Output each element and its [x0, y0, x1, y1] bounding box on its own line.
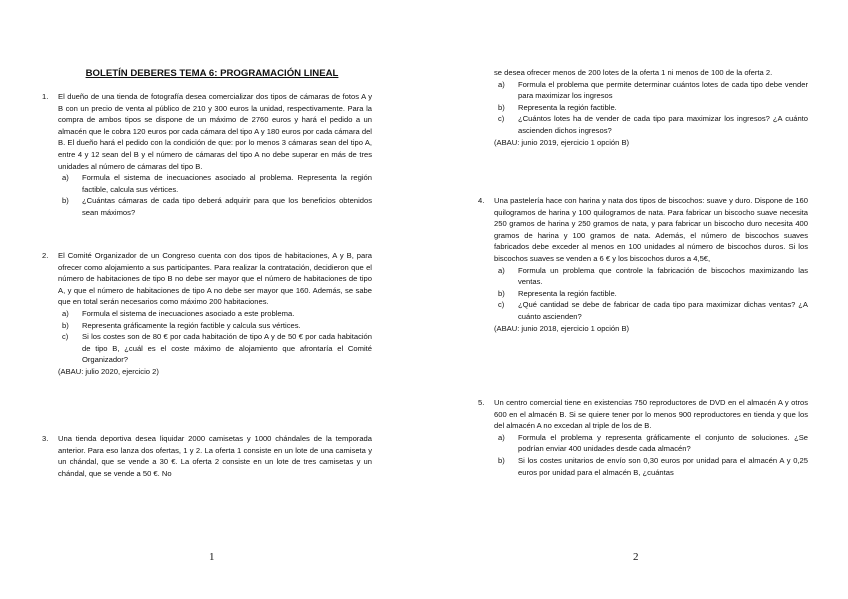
- subquestion-text: ¿Qué cantidad se debe de fabricar de cada tipo para maximizar dichas ventas? ¿A cuánto ascienden?: [518, 300, 808, 321]
- question-3-continued: [478, 67, 808, 148]
- question-text: Una tienda deportiva desea liquidar 2000 camisetas y 1000 chándales de la temporada anterior. Para eso lanza dos ofertas, 1 y 2. La oferta 1 consiste en un lote de una camiseta y un chándal, que se vende a 30 €. La oferta 2 consiste en un lote de tres camisetas y un chándal, que se vende a 50 €. No: [58, 434, 372, 478]
- page-title: BOLETÍN DEBERES TEMA 6: PROGRAMACIÓN LINEAL: [85, 68, 339, 79]
- question-5: [478, 397, 808, 478]
- subquestion: [498, 113, 808, 136]
- subquestion-label: c): [62, 332, 69, 342]
- subquestion-label: a): [62, 173, 69, 183]
- exam-source: (ABAU: julio 2020, ejercicio 2): [58, 366, 159, 376]
- exam-source: (ABAU: junio 2019, ejercicio 1 opción B): [494, 137, 630, 147]
- subquestion: [498, 265, 808, 288]
- question-number: 2.: [42, 251, 49, 260]
- subquestion-label: b): [498, 288, 505, 298]
- subquestion-label: b): [62, 196, 69, 206]
- subquestion-text: Formula el problema que permite determinar cuántos lotes de cada tipo debe vender para maximizar los ingresos: [518, 79, 808, 101]
- subquestion-label: a): [498, 79, 505, 89]
- question-1: [42, 91, 372, 219]
- subquestion-label: b): [498, 102, 505, 112]
- subquestion-label: a): [62, 308, 69, 318]
- subquestion-text: Formula el problema y representa gráficamente el conjunto de soluciones. ¿Se podrían enviar 400 unidades desde cada almacén?: [518, 432, 808, 454]
- subquestion-text: Representa la región factible.: [518, 288, 617, 298]
- question-number: 1.: [42, 92, 49, 101]
- subquestion: [498, 102, 808, 114]
- subquestion: [498, 455, 808, 478]
- page-number-left: 1: [209, 551, 215, 563]
- subquestion: [62, 308, 372, 320]
- subquestion: [498, 299, 808, 322]
- subquestion-label: b): [62, 320, 69, 330]
- question-4: [478, 195, 808, 334]
- question-number: 5.: [478, 398, 485, 407]
- subquestion-text: ¿Cuántos lotes ha de vender de cada tipo para maximizar los ingresos? ¿A cuánto ascienden dichos ingresos?: [518, 114, 808, 135]
- subquestion-label: c): [498, 300, 505, 310]
- subquestion: [62, 172, 372, 195]
- exam-source: (ABAU: junio 2018, ejercicio 1 opción B): [494, 323, 630, 333]
- page-number-right: 2: [633, 551, 639, 563]
- subquestion-text: Formula un problema que controle la fabricación de biscochos maximizando las ventas.: [518, 265, 808, 287]
- subquestion: [62, 320, 372, 332]
- subquestion-label: b): [498, 455, 505, 465]
- subquestion-text: Formula el sistema de inecuaciones asociado al problema. Representa la región factible, calcula sus vértices.: [82, 173, 372, 194]
- question-text-continued: se desea ofrecer menos de 200 lotes de la oferta 1 ni menos de 100 de la oferta 2.: [494, 68, 773, 77]
- question-text: Una pastelería hace con harina y nata dos tipos de biscochos: suave y duro. Dispone de 160 quilogramos de harina y 100 quilogramos de nata. Para fabricar un biscocho suave necesita 250 gramos de harina y 250 gramos de nata, y para fabricar un biscocho duro necesita 400 gramos de harina y 100 gramos de nata. Además, el número de biscochos suaves fabricados debe exceder al menos en 100 unidades al número de biscochos duros. Si los biscochos suaves se venden a 6 € y los biscochos duros a 4,5€,: [494, 196, 808, 263]
- subquestion-text: Representa gráficamente la región factible y calcula sus vértices.: [82, 320, 301, 330]
- subquestion-text: Representa la región factible.: [518, 102, 617, 112]
- question-number: 3.: [42, 434, 49, 443]
- question-text: El Comité Organizador de un Congreso cuenta con dos tipos de habitaciones, A y B, para ofrecer como alojamiento a sus participantes. Para realizar la contratación, decidieron que el número de habitaciones de tipo B no debe ser mayor que el número de habitaciones de tipo A, y que el número de habitaciones de tipo A no debe ser mayor que 160. Además, se sabe que en total serán necesarios como máximo 200 habitaciones.: [58, 251, 372, 307]
- subquestion-label: c): [498, 114, 505, 124]
- question-text: Un centro comercial tiene en existencias 750 reproductores de DVD en el almacén A y otros 600 en el almacén B. Si se quiere tener por lo menos 900 reproductores en tienda y que los del almacén A no excedan al triple de los de B.: [494, 398, 808, 431]
- question-text: El dueño de una tienda de fotografía desea comercializar dos tipos de cámaras de fotos A y B con un precio de venta al público de 210 y 300 euros la unidad, respectivamente. Para la compra de ambos tipos se dispone de un máximo de 2760 euros y hará el pedido a un almacén que le cobra 120 euros por cada cámara del tipo A y 180 euros por cada cámara del B. El dueño hará el pedido con la condición de que: por lo menos 3 cámaras sean del tipo A, entre 4 y 12 sean del B y el número de cámaras del tipo A no debe superar en más de tres unidades al número de cámaras del tipo B.: [58, 92, 372, 171]
- subquestion-text: Si los costes unitarios de envío son 0,30 euros por unidad para el almacén A y 0,25 euros por unidad para el almacén B, ¿cuántas: [518, 455, 808, 477]
- subquestion-label: a): [498, 432, 505, 442]
- subquestion: [498, 79, 808, 102]
- subquestion-text: ¿Cuántas cámaras de cada tipo deberá adquirir para que los beneficios obtenidos sean máximos?: [82, 196, 372, 217]
- question-2: [42, 250, 372, 378]
- question-3: [42, 433, 372, 479]
- subquestion-text: Si los costes son de 80 € por cada habitación de tipo A y de 50 € por cada habitación de tipo B, ¿cuál es el coste máximo de alojamiento que afrontaría el Comité Organizador?: [82, 332, 372, 365]
- subquestion-label: a): [498, 265, 505, 275]
- subquestion: [62, 331, 372, 366]
- subquestion: [62, 195, 372, 218]
- subquestion: [498, 288, 808, 300]
- question-number: 4.: [478, 196, 485, 205]
- subquestion-text: Formula el sistema de inecuaciones asociado a este problema.: [82, 308, 295, 318]
- subquestion: [498, 432, 808, 455]
